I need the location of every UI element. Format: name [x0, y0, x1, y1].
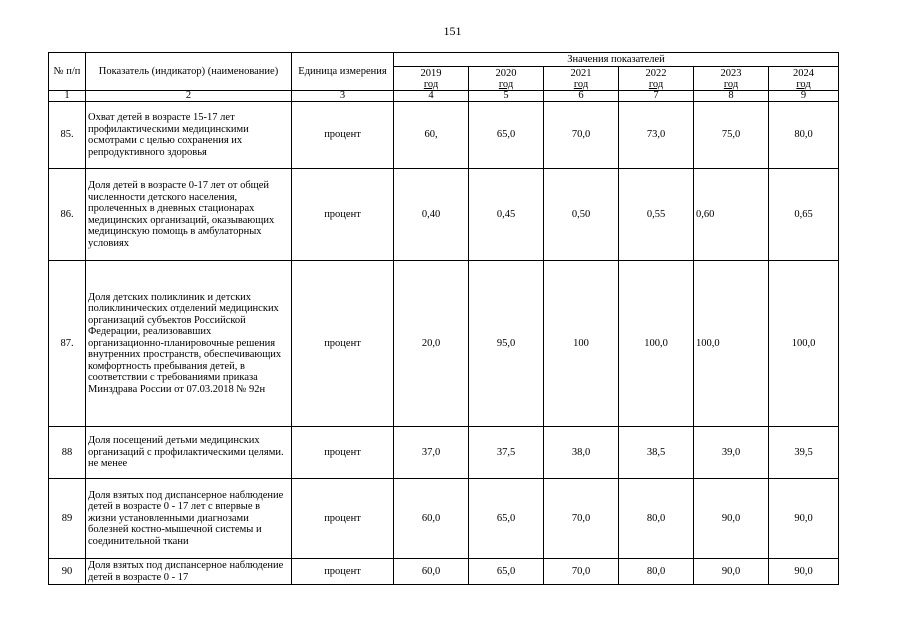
value-2022: 80,0 — [619, 559, 694, 585]
header-year-2020: 2020 год — [469, 67, 544, 91]
row-number: 88 — [49, 427, 86, 479]
unit-cell: процент — [292, 559, 394, 585]
value-2021: 70,0 — [544, 559, 619, 585]
value-2024: 90,0 — [769, 559, 839, 585]
table-row — [49, 427, 839, 479]
table-row — [49, 479, 839, 559]
value-2020: 37,5 — [469, 427, 544, 479]
table-row — [49, 261, 839, 427]
table-row — [49, 559, 839, 585]
column-index: 5 — [469, 91, 544, 102]
value-2021: 0,50 — [544, 169, 619, 261]
row-number: 87. — [49, 261, 86, 427]
value-2019: 60,0 — [394, 559, 469, 585]
value-2023: 0,60 — [694, 169, 769, 261]
value-2024: 0,65 — [769, 169, 839, 261]
value-2024: 100,0 — [769, 261, 839, 427]
value-2020: 65,0 — [469, 102, 544, 169]
row-number: 86. — [49, 169, 86, 261]
value-2021: 38,0 — [544, 427, 619, 479]
value-2020: 65,0 — [469, 479, 544, 559]
header-indicator: Показатель (индикатор) (наименование) — [86, 53, 292, 91]
value-2019: 60, — [394, 102, 469, 169]
column-index: 1 — [49, 91, 86, 102]
indicator-name: Доля детей в возрасте 0-17 лет от общей численности детского населения, пролеченных в дневных стационарах медицинских организаций, оказывающих медицинскую помощь в амбулаторных условиях — [86, 169, 292, 261]
value-2021: 100 — [544, 261, 619, 427]
value-2022: 80,0 — [619, 479, 694, 559]
header-year-2019: 2019 год — [394, 67, 469, 91]
page-number: 151 — [443, 24, 462, 38]
value-2020: 0,45 — [469, 169, 544, 261]
header-num: № п/п — [49, 53, 86, 91]
header-values-group: Значения показателей — [394, 53, 839, 67]
indicator-name: Доля взятых под диспансерное наблюдение детей в возрасте 0 - 17 лет с впервые в жизни установленными диагнозами болезней костно-мышечной системы и соединительной ткани — [86, 479, 292, 559]
value-2021: 70,0 — [544, 479, 619, 559]
value-2023: 90,0 — [694, 479, 769, 559]
value-2023: 75,0 — [694, 102, 769, 169]
column-index: 9 — [769, 91, 839, 102]
header-year-2021: 2021 год — [544, 67, 619, 91]
column-index: 4 — [394, 91, 469, 102]
column-index: 8 — [694, 91, 769, 102]
indicator-name: Доля посещений детьми медицинских организаций с профилактическими целями. не менее — [86, 427, 292, 479]
value-2019: 37,0 — [394, 427, 469, 479]
value-2019: 60,0 — [394, 479, 469, 559]
row-number: 89 — [49, 479, 86, 559]
value-2020: 65,0 — [469, 559, 544, 585]
unit-cell: процент — [292, 102, 394, 169]
column-index: 6 — [544, 91, 619, 102]
column-index-row — [49, 91, 839, 102]
row-number: 85. — [49, 102, 86, 169]
value-2019: 20,0 — [394, 261, 469, 427]
value-2022: 0,55 — [619, 169, 694, 261]
value-2024: 80,0 — [769, 102, 839, 169]
indicator-name: Доля детских поликлиник и детских поликлинических отделений медицинских организаций субъектов Российской Федерации, реализовавших организационно-планировочные решения внутренних пространств, обеспечивающих комфортность пребывания детей, в соответствии с требованиями приказа Минздрава России от 07.03.2018 № 92н — [86, 261, 292, 427]
unit-cell: процент — [292, 427, 394, 479]
table-row — [49, 169, 839, 261]
value-2021: 70,0 — [544, 102, 619, 169]
header-year-2022: 2022 год — [619, 67, 694, 91]
indicator-name: Охват детей в возрасте 15-17 лет профилактическими медицинскими осмотрами с целью сохранения их репродуктивного здоровья — [86, 102, 292, 169]
value-2022: 100,0 — [619, 261, 694, 427]
value-2023: 100,0 — [694, 261, 769, 427]
column-index: 3 — [292, 91, 394, 102]
table-row — [49, 102, 839, 169]
column-index: 2 — [86, 91, 292, 102]
value-2024: 90,0 — [769, 479, 839, 559]
header-year-2023: 2023 год — [694, 67, 769, 91]
header-year-2024: 2024 год — [769, 67, 839, 91]
value-2019: 0,40 — [394, 169, 469, 261]
column-index: 7 — [619, 91, 694, 102]
unit-cell: процент — [292, 169, 394, 261]
indicators-table — [48, 52, 839, 585]
unit-cell: процент — [292, 261, 394, 427]
header-unit: Единица измерения — [292, 53, 394, 91]
row-number: 90 — [49, 559, 86, 585]
value-2022: 73,0 — [619, 102, 694, 169]
indicator-name: Доля взятых под диспансерное наблюдение детей в возрасте 0 - 17 — [86, 559, 292, 585]
value-2023: 39,0 — [694, 427, 769, 479]
value-2020: 95,0 — [469, 261, 544, 427]
value-2022: 38,5 — [619, 427, 694, 479]
value-2024: 39,5 — [769, 427, 839, 479]
unit-cell: процент — [292, 479, 394, 559]
value-2023: 90,0 — [694, 559, 769, 585]
